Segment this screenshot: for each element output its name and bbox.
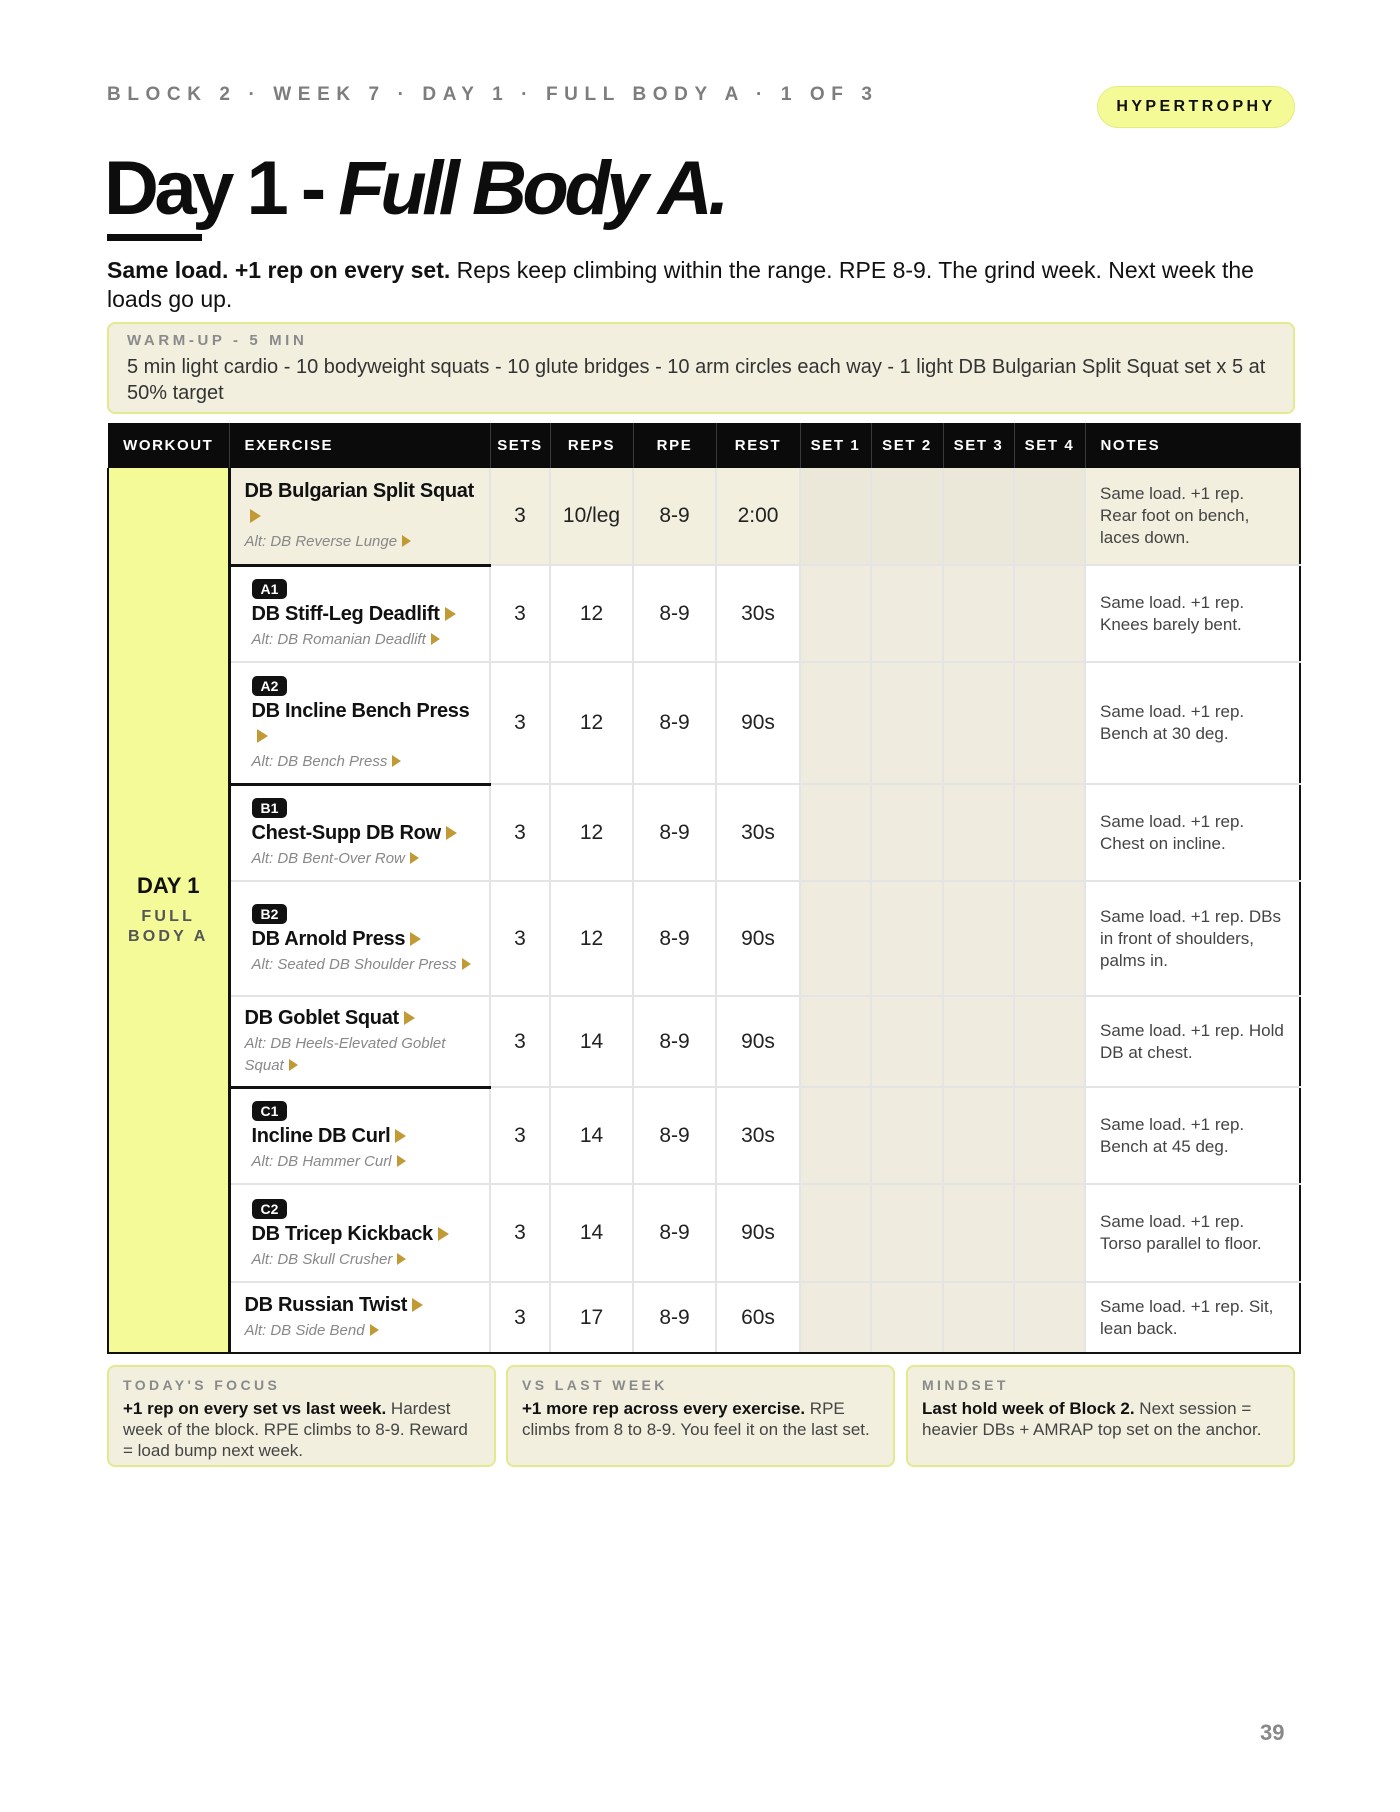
table-row [108,1184,1300,1282]
set4-input[interactable] [1014,1087,1085,1184]
col-exercise: EXERCISE [229,423,490,468]
table-row [108,468,1300,565]
set4-input[interactable] [1014,881,1085,996]
workout-table [107,423,1301,1354]
phase-badge: HYPERTROPHY [1097,86,1295,128]
table-row [108,784,1300,881]
col-reps: REPS [550,423,633,468]
alt-exercise-link[interactable]: Alt: DB Heels-Elevated Goblet Squat [244,1034,446,1074]
rpe-cell: 8-9 [633,565,716,662]
alt-exercise-link[interactable]: Alt: DB Hammer Curl [252,1151,478,1173]
play-arrow-icon[interactable] [397,1155,406,1167]
notes-cell: Same load. +1 rep. DBs in front of shoulders, palms in. [1085,881,1300,996]
set3-input[interactable] [943,996,1014,1087]
sets-cell: 3 [490,996,550,1087]
intro-bold: Same load. +1 rep on every set. [107,257,451,283]
alt-exercise-link[interactable]: Alt: DB Reverse Lunge [245,531,478,553]
set1-input[interactable] [800,1282,871,1353]
set3-input[interactable] [943,1087,1014,1184]
day-label: DAY 1 [137,873,200,898]
play-arrow-icon[interactable] [397,1253,406,1265]
exercise-cell [229,662,490,784]
table-row [108,1087,1300,1184]
col-workout: WORKOUT [108,423,229,468]
rest-cell: 90s [716,662,800,784]
set2-input[interactable] [871,565,943,662]
vs-last-week-label: VS LAST WEEK [522,1377,668,1393]
rpe-cell: 8-9 [633,996,716,1087]
alt-exercise-link[interactable]: Alt: DB Romanian Deadlift [252,629,478,651]
rest-cell: 90s [716,1184,800,1282]
rest-cell: 30s [716,1087,800,1184]
notes-cell: Same load. +1 rep. Rear foot on bench, laces down. [1085,468,1300,565]
reps-cell: 10/leg [550,468,633,565]
table-row [108,565,1300,662]
play-arrow-icon[interactable] [446,826,457,840]
rpe-cell: 8-9 [633,784,716,881]
set3-input[interactable] [943,468,1014,565]
table-row [108,881,1300,996]
rest-cell: 2:00 [716,468,800,565]
play-arrow-icon[interactable] [445,607,456,621]
rpe-cell: 8-9 [633,881,716,996]
set2-input[interactable] [871,468,943,565]
set1-input[interactable] [800,468,871,565]
reps-cell: 12 [550,565,633,662]
exercise-name-link[interactable]: DB Russian Twist [245,1293,478,1318]
alt-exercise-link[interactable]: Alt: DB Side Bend [245,1320,478,1342]
alt-exercise-link[interactable]: Alt: Seated DB Shoulder Press [252,954,478,976]
exercise-cell [229,784,490,881]
notes-cell: Same load. +1 rep. Knees barely bent. [1085,565,1300,662]
play-arrow-icon[interactable] [289,1059,298,1071]
sets-cell: 3 [490,565,550,662]
set2-input[interactable] [871,662,943,784]
superset-tag: B2 [252,904,288,924]
rpe-cell: 8-9 [633,1282,716,1353]
reps-cell: 17 [550,1282,633,1353]
set3-input[interactable] [943,565,1014,662]
play-arrow-icon[interactable] [404,1011,415,1025]
exercise-cell [229,1087,490,1184]
reps-cell: 12 [550,662,633,784]
set1-input[interactable] [800,1184,871,1282]
exercise-name-link[interactable]: DB Stiff-Leg Deadlift [252,602,478,627]
warmup-label: WARM-UP - 5 MIN [127,332,308,349]
play-arrow-icon[interactable] [392,755,401,767]
play-arrow-icon[interactable] [462,958,471,970]
play-arrow-icon[interactable] [410,932,421,946]
superset-tag: C1 [252,1101,288,1121]
sets-cell: 3 [490,468,550,565]
sets-cell: 3 [490,1184,550,1282]
play-arrow-icon[interactable] [438,1227,449,1241]
mindset-label: MINDSET [922,1377,1009,1393]
rest-cell: 90s [716,881,800,996]
col-set2: SET 2 [871,423,943,468]
title-underline [107,234,202,241]
exercise-name-link[interactable]: DB Arnold Press [252,927,478,952]
title-plain: Day 1 - [104,146,339,231]
play-arrow-icon[interactable] [250,509,261,523]
set4-input[interactable] [1014,565,1085,662]
table-row [108,1282,1300,1353]
mindset-card [906,1365,1295,1467]
col-rpe: RPE [633,423,716,468]
reps-cell: 12 [550,784,633,881]
exercise-name-link[interactable]: DB Incline Bench Press [252,699,478,749]
page-number: 39 [1260,1720,1285,1745]
intro-text [107,256,1297,314]
set3-input[interactable] [943,784,1014,881]
sets-cell: 3 [490,881,550,996]
reps-cell: 14 [550,996,633,1087]
exercise-cell [229,468,490,565]
vs-last-week-text: +1 more rep across every exercise. RPE climbs from 8 to 8-9. You feel it on the last set. [522,1399,870,1439]
reps-cell: 12 [550,881,633,996]
exercise-cell [229,881,490,996]
set4-input[interactable] [1014,1282,1085,1353]
play-arrow-icon[interactable] [410,852,419,864]
play-arrow-icon[interactable] [402,535,411,547]
set1-input[interactable] [800,1087,871,1184]
set4-input[interactable] [1014,784,1085,881]
focus-card-label: TODAY'S FOCUS [123,1377,281,1393]
set3-input[interactable] [943,1184,1014,1282]
set1-input[interactable] [800,662,871,784]
notes-cell: Same load. +1 rep. Torso parallel to floor. [1085,1184,1300,1282]
set4-input[interactable] [1014,996,1085,1087]
page-title [104,144,725,234]
set2-input[interactable] [871,881,943,996]
exercise-name-link[interactable]: Chest-Supp DB Row [252,821,478,846]
col-notes: NOTES [1085,423,1300,468]
play-arrow-icon[interactable] [431,633,440,645]
set4-input[interactable] [1014,468,1085,565]
title-italic: Full Body A. [338,146,725,231]
sets-cell: 3 [490,1282,550,1353]
notes-cell: Same load. +1 rep. Sit, lean back. [1085,1282,1300,1353]
warmup-text: 5 min light cardio - 10 bodyweight squats - 10 glute bridges - 10 arm circles each way - 1 light DB Bulgarian Split Squat set x 5 at 50% target [127,356,1266,404]
rpe-cell: 8-9 [633,1184,716,1282]
notes-cell: Same load. +1 rep. Bench at 45 deg. [1085,1087,1300,1184]
exercise-cell [229,1184,490,1282]
warmup-box [107,322,1295,414]
set2-input[interactable] [871,996,943,1087]
play-arrow-icon[interactable] [412,1298,423,1312]
rest-cell: 30s [716,565,800,662]
set1-input[interactable] [800,996,871,1087]
rest-cell: 60s [716,1282,800,1353]
table-header [108,423,1300,468]
table-row [108,662,1300,784]
rest-cell: 30s [716,784,800,881]
rest-cell: 90s [716,996,800,1087]
set3-input[interactable] [943,1282,1014,1353]
set4-input[interactable] [1014,1184,1085,1282]
reps-cell: 14 [550,1087,633,1184]
col-set1: SET 1 [800,423,871,468]
mindset-text: Last hold week of Block 2. Next session = heavier DBs + AMRAP top set on the anchor. [922,1399,1262,1439]
set1-input[interactable] [800,784,871,881]
set2-input[interactable] [871,784,943,881]
exercise-name-link[interactable]: DB Goblet Squat [245,1006,478,1031]
exercise-cell [229,565,490,662]
set1-input[interactable] [800,565,871,662]
set2-input[interactable] [871,1184,943,1282]
col-set3: SET 3 [943,423,1014,468]
exercise-name-link[interactable]: DB Bulgarian Split Squat [245,479,478,529]
intro-rest: Reps keep climbing within the range. RPE 8-9. The grind week. Next week the loads go up. [107,257,1254,312]
focus-card [107,1365,496,1467]
alt-exercise-link[interactable]: Alt: DB Bench Press [252,751,478,773]
exercise-cell [229,1282,490,1353]
notes-cell: Same load. +1 rep. Hold DB at chest. [1085,996,1300,1087]
play-arrow-icon[interactable] [395,1129,406,1143]
notes-cell: Same load. +1 rep. Chest on incline. [1085,784,1300,881]
notes-cell: Same load. +1 rep. Bench at 30 deg. [1085,662,1300,784]
set4-input[interactable] [1014,662,1085,784]
rpe-cell: 8-9 [633,468,716,565]
set1-input[interactable] [800,881,871,996]
sets-cell: 3 [490,784,550,881]
superset-tag: A2 [252,676,288,696]
col-sets: SETS [490,423,550,468]
col-set4: SET 4 [1014,423,1085,468]
set2-input[interactable] [871,1087,943,1184]
vs-last-week-card [506,1365,895,1467]
superset-tag: C2 [252,1199,288,1219]
superset-tag: A1 [252,579,288,599]
exercise-name-link[interactable]: Incline DB Curl [252,1124,478,1149]
set3-input[interactable] [943,662,1014,784]
workout-day-cell [108,468,229,1353]
col-rest: REST [716,423,800,468]
alt-exercise-link[interactable]: Alt: DB Bent-Over Row [252,848,478,870]
alt-exercise-link[interactable]: Alt: DB Skull Crusher [252,1249,478,1271]
reps-cell: 14 [550,1184,633,1282]
summary-cards [107,1365,1295,1467]
play-arrow-icon[interactable] [370,1324,379,1336]
rpe-cell: 8-9 [633,662,716,784]
breadcrumb: BLOCK 2 · WEEK 7 · DAY 1 · FULL BODY A · 1 OF 3 [107,84,879,105]
focus-card-text: +1 rep on every set vs last week. Hardest week of the block. RPE climbs to 8-9. Reward = load bump next week. [123,1399,468,1460]
play-arrow-icon[interactable] [257,729,268,743]
sets-cell: 3 [490,1087,550,1184]
set3-input[interactable] [943,881,1014,996]
rpe-cell: 8-9 [633,1087,716,1184]
sets-cell: 3 [490,662,550,784]
table-row [108,996,1300,1087]
exercise-name-link[interactable]: DB Tricep Kickback [252,1222,478,1247]
day-sublabel: FULL BODY A [127,908,209,945]
set2-input[interactable] [871,1282,943,1353]
exercise-cell [229,996,490,1087]
superset-tag: B1 [252,798,288,818]
